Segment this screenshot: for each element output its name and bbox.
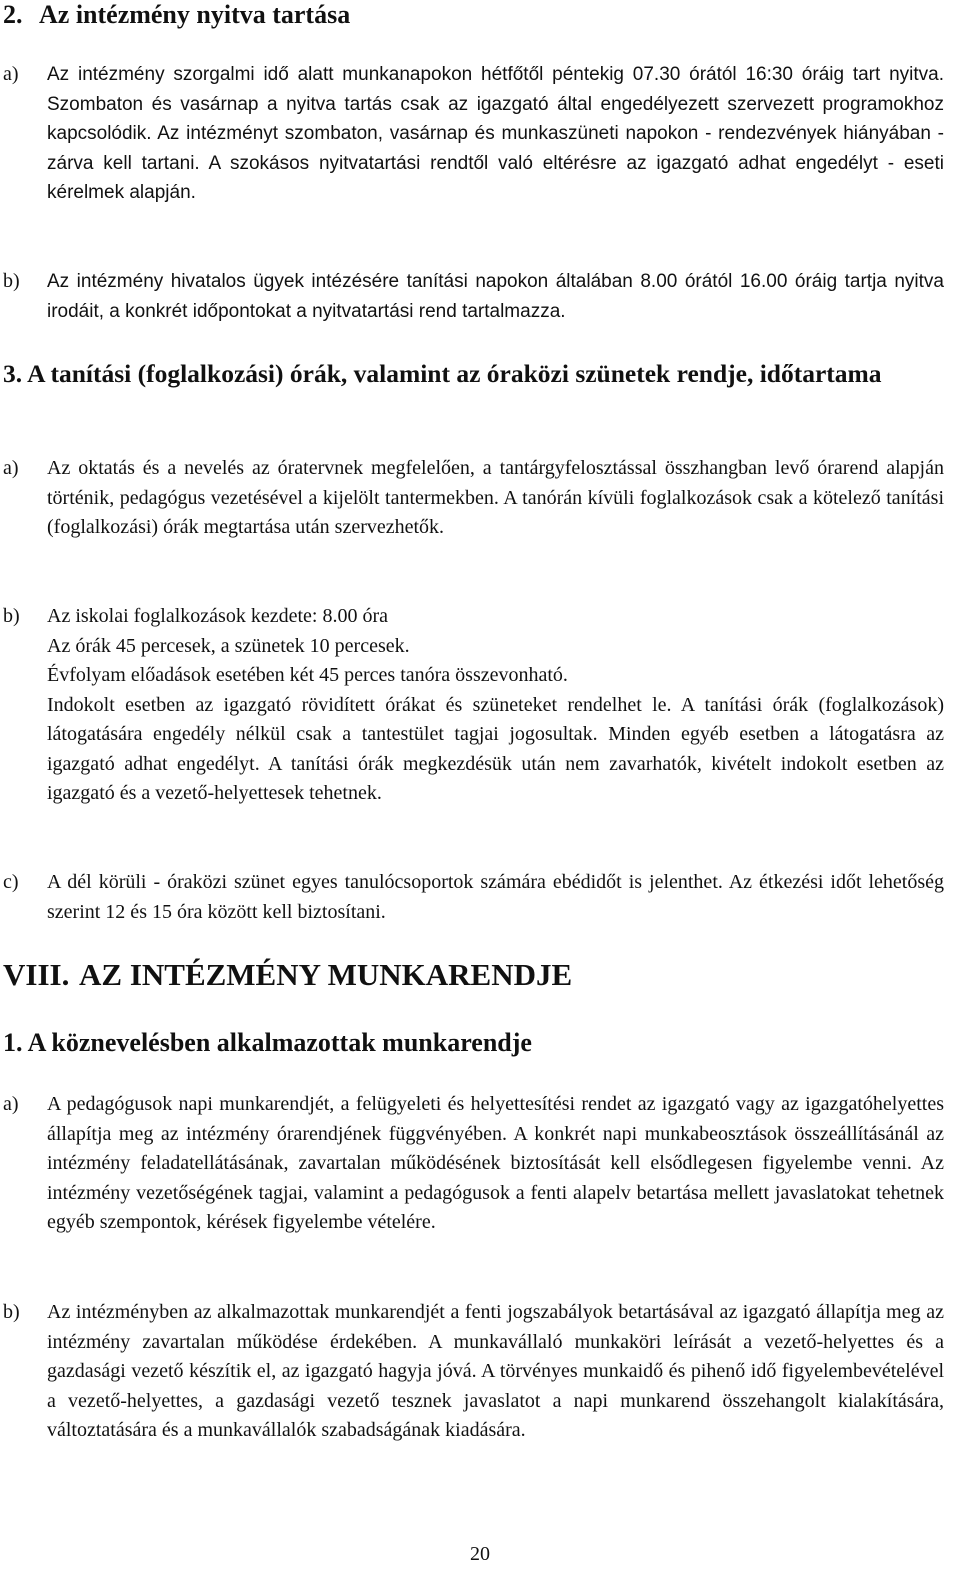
section-3-item-b (0, 602, 944, 809)
item-label: a) (3, 1093, 19, 1115)
item-label: b) (3, 270, 20, 292)
item-label: a) (3, 63, 19, 85)
item-label: c) (3, 871, 19, 893)
section-1-heading: 1. A köznevelésben alkalmazottak munkarendje (3, 1028, 532, 1057)
item-line: Évfolyam előadások esetében két 45 perces tanóra összevonható. (47, 664, 568, 686)
section-2-item-a (0, 60, 944, 208)
section-2-title: Az intézmény nyitva tartása (39, 0, 351, 29)
section-2-heading (3, 0, 350, 30)
section-3-heading: 3. A tanítási (foglalkozási) órák, valamint az óraközi szünetek rendje, időtartama (3, 359, 882, 388)
section-2-number: 2. (3, 0, 23, 29)
item-text: A pedagógusok napi munkarendjét, a felügyeleti és helyettesítési rendet az igazgató vagy az igazgatóhelyettes állapítja meg az intézmény órarendjének függvényében. A konkrét napi munkabeosztások összeállításánál az intézmény feladatellátásának, zavartalan működésének biztosítását kell elsődlegesen figyelembe venni. Az intézmény vezetőségének tagjai, valamint a pedagógusok a fenti alapelv betartása mellett javaslatokat tehetnek egyéb szempontok, kérések figyelembe vételére. (47, 1093, 944, 1233)
section-1-item-b (0, 1298, 944, 1446)
section-2-item-b (0, 267, 944, 326)
chapter-title: AZ INTÉZMÉNY MUNKARENDJE (79, 957, 573, 992)
item-text: Indokolt esetben az igazgató rövidített órákat és szüneteket rendelhet le. A tanítási órák (foglalkozások) látogatására engedély nélkül csak a tantestület tagjai jogosultak. Minden egyéb esetben a látogatásra az igazgató adhat engedélyt. A tanítási órák megkezdésük után nem zavarhatók, kivételt indokolt esetben az igazgató és a vezető-helyettesek tehetnek. (47, 693, 944, 804)
page-number: 20 (470, 1543, 490, 1565)
chapter-number: VIII. (3, 957, 70, 992)
item-text: Az oktatás és a nevelés az óratervnek megfelelően, a tantárgyfelosztással összhangban levő órarend alapján történik, pedagógus vezetésével a kijelölt tantermekben. A tanórán kívüli foglalkozások csak a kötelező tanítási (foglalkozási) órák megtartása után szervezhetők. (47, 457, 944, 538)
item-body (47, 602, 944, 809)
item-label: b) (3, 605, 20, 627)
item-label: b) (3, 1301, 20, 1323)
section-1-item-a (0, 1090, 944, 1238)
item-text: Az intézmény szorgalmi idő alatt munkanapokon hétfőtől péntekig 07.30 órától 16:30 óráig tart nyitva. Szombaton és vasárnap a nyitva tartás csak az igazgató által engedélyezett szervezett programokhoz kapcsolódik. Az intézményt szombaton, vasárnap és munkaszüneti napokon - rendezvények hiányában - zárva kell tartani. A szokásos nyitvatartási rendtől való eltérésre az igazgató adhat engedélyt - eseti kérelmek alapján. (47, 64, 944, 203)
section-3-item-c (0, 868, 944, 927)
item-line: Az órák 45 percesek, a szünetek 10 percesek. (47, 634, 410, 657)
item-text: A dél körüli - óraközi szünet egyes tanulócsoportok számára ebédidőt is jelenthet. Az étkezési időt lehetőség szerint 12 és 15 óra között kell biztosítani. (47, 871, 944, 923)
chapter-heading (3, 957, 572, 993)
item-label: a) (3, 457, 19, 479)
item-text: Az intézmény hivatalos ügyek intézésére tanítási napokon általában 8.00 órától 16.00 óráig tartja nyitva irodáit, a konkrét időpontokat a nyitvatartási rend tartalmazza. (47, 271, 944, 322)
item-line: Az iskolai foglalkozások kezdete: 8.00 óra (47, 605, 388, 627)
item-text: Az intézményben az alkalmazottak munkarendjét a fenti jogszabályok betartásával az igazgató állapítja meg az intézmény zavartalan működése érdekében. A munkavállaló munkaköri leírását a vezető-helyettes és a gazdasági vezető készítik el, az igazgató hagyja jóvá. A törvényes munkaidő és pihenő idő figyelembevételével a vezető-helyettes, a gazdasági vezető tesznek javaslatot a napi munkarend összehangolt kialakítására, változtatására és a munkavállalók szabadságának kiadására. (47, 1301, 944, 1441)
section-3-item-a (0, 454, 944, 543)
